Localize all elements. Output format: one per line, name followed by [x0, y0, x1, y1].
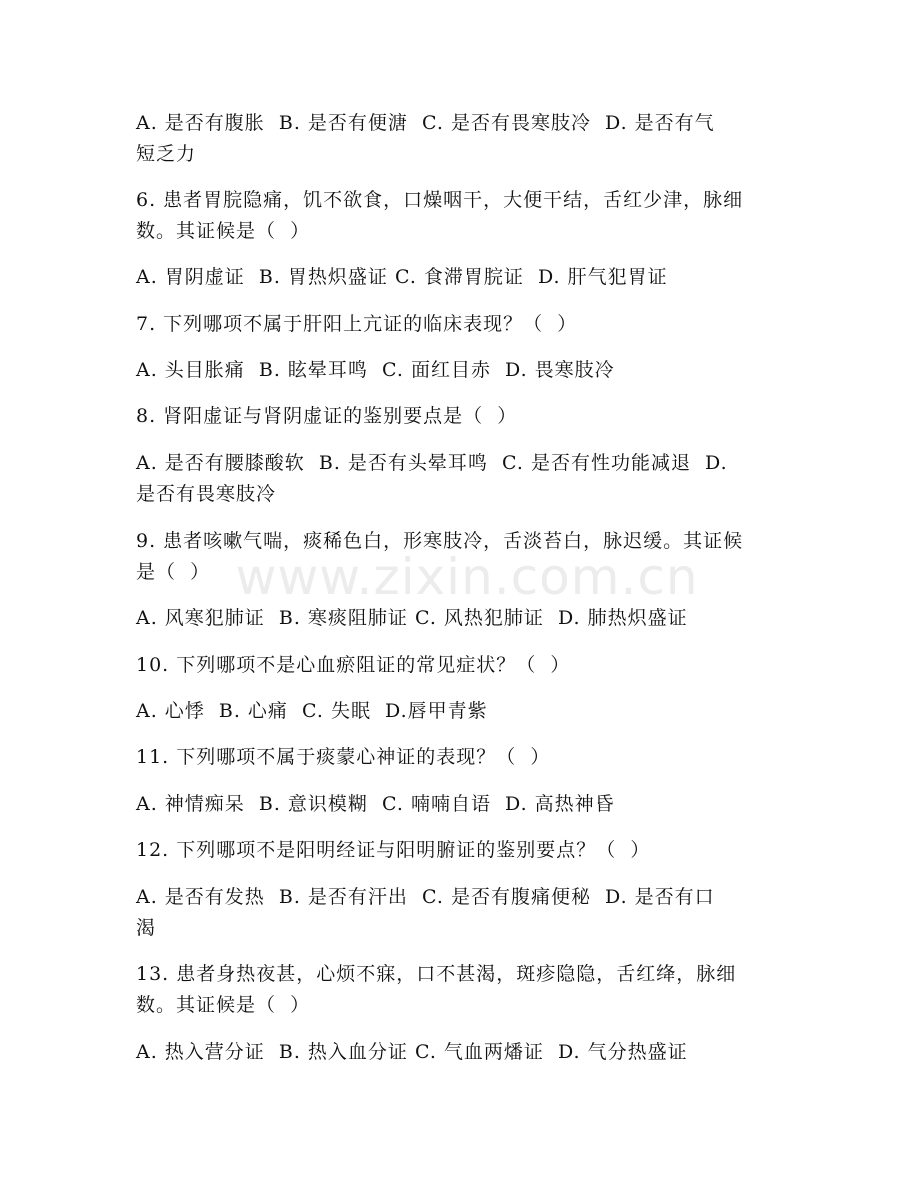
q8-options-line-2: 是否有畏寒肢冷 [136, 483, 277, 505]
q11-options: A. 神情痴呆 B. 意识模糊 C. 喃喃自语 D. 高热神昏 [136, 793, 615, 815]
q7-options: A. 头目胀痛 B. 眩晕耳鸣 C. 面红目赤 D. 畏寒肢冷 [136, 359, 615, 381]
q6-options: A. 胃阴虚证 B. 胃热炽盛证 C. 食滞胃脘证 D. 肝气犯胃证 [136, 266, 668, 288]
q12-options-line-1: A. 是否有发热 B. 是否有汗出 C. 是否有腹痛便秘 D. 是否有口 [136, 886, 715, 908]
q6-question-line-1: 6. 患者胃脘隐痛，饥不欲食，口燥咽干，大便干结，舌红少津，脉细 [136, 189, 744, 211]
q10-options: A. 心悸 B. 心痛 C. 失眠 D.唇甲青紫 [136, 700, 488, 722]
q6-question-line-2: 数。其证候是（ ） [136, 220, 311, 242]
q9-question-line-2: 是（ ） [136, 561, 211, 583]
q7-question: 7. 下列哪项不属于肝阳上亢证的临床表现？（ ） [136, 313, 578, 335]
q9-options: A. 风寒犯肺证 B. 寒痰阻肺证 C. 风热犯肺证 D. 肺热炽盛证 [136, 607, 688, 629]
q9-question-line-1: 9. 患者咳嗽气喘，痰稀色白，形寒肢冷，舌淡苔白，脉迟缓。其证候 [136, 530, 744, 552]
q12-options-line-2: 渴 [136, 917, 157, 939]
q8-question: 8. 肾阳虚证与肾阴虚证的鉴别要点是（ ） [136, 405, 518, 427]
q13-question-line-2: 数。其证候是（ ） [136, 994, 311, 1016]
q13-options: A. 热入营分证 B. 热入血分证 C. 气血两燔证 D. 气分热盛证 [136, 1041, 688, 1063]
q10-question: 10. 下列哪项不是心血瘀阻证的常见症状？（ ） [136, 654, 571, 676]
q8-options-line-1: A. 是否有腰膝酸软 B. 是否有头晕耳鸣 C. 是否有性功能减退 D. [136, 452, 728, 474]
q12-question: 12. 下列哪项不是阳明经证与阳明腑证的鉴别要点？（ ） [136, 839, 651, 861]
q11-question: 11. 下列哪项不属于痰蒙心神证的表现？（ ） [136, 746, 551, 768]
q5-options-line-2: 短乏力 [136, 143, 197, 165]
watermark: www.zixin.com.cn [235, 548, 699, 606]
q13-question-line-1: 13. 患者身热夜甚，心烦不寐，口不甚渴，斑疹隐隐，舌红绛，脉细 [136, 963, 737, 985]
q5-options-line-1: A. 是否有腹胀 B. 是否有便溏 C. 是否有畏寒肢冷 D. 是否有气 [136, 112, 715, 134]
